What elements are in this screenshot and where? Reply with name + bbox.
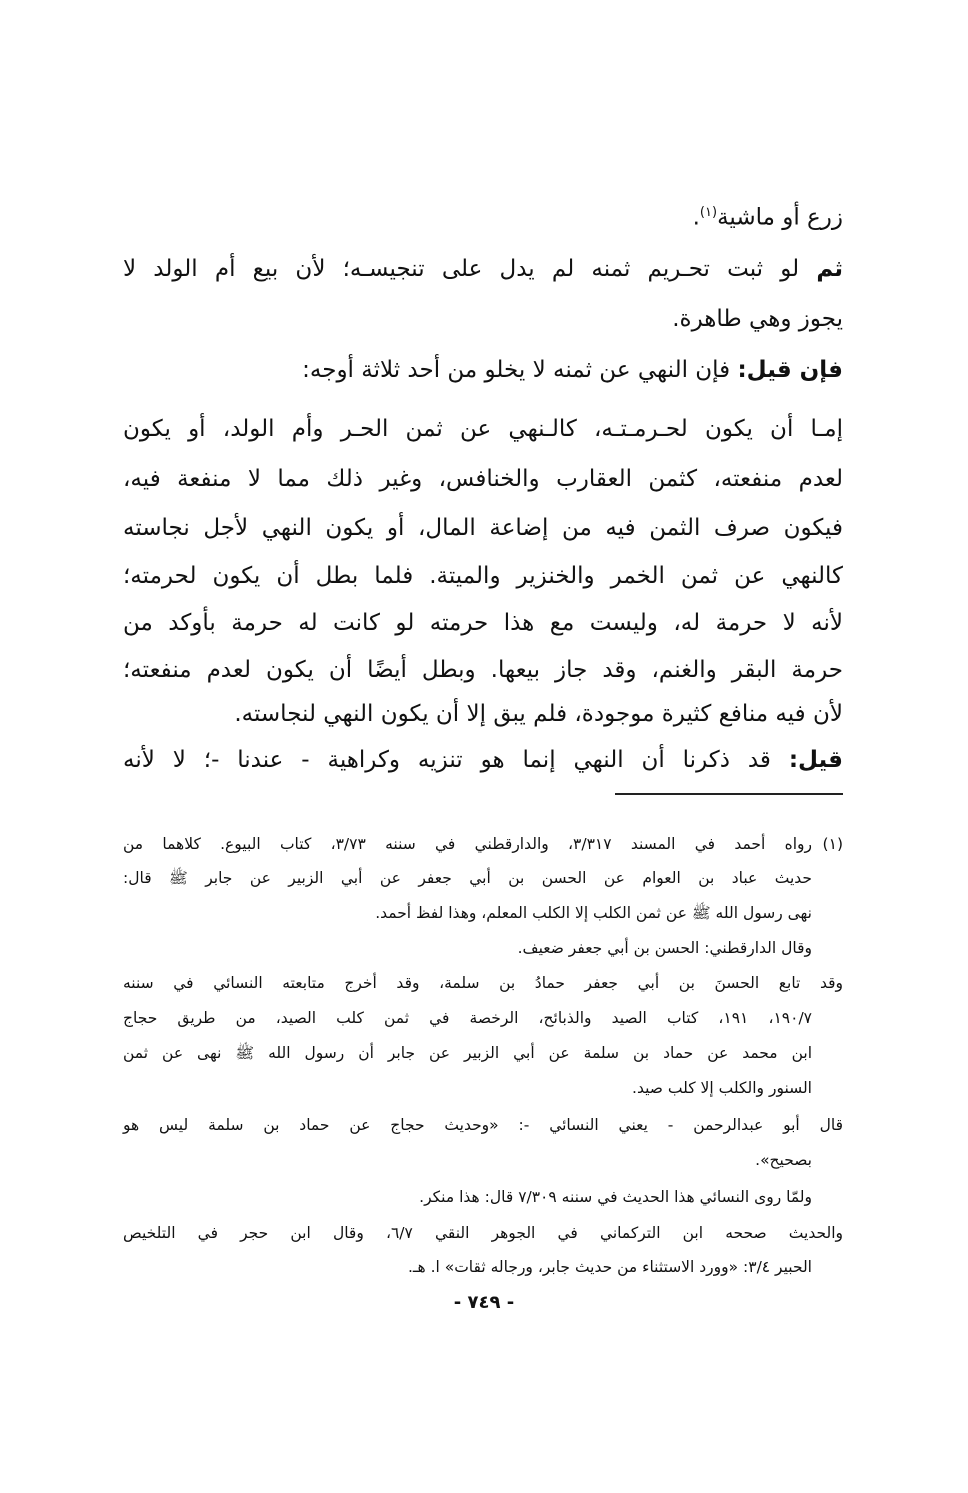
footnote-line-1: رواه أحمد في المسند ٣/٣١٧، والدارقطني في سننه ٣/٧٣، كتاب البيوع. كلاهما من [123, 835, 812, 853]
paragraph-2-line-2: يجوز وهي طاهرة. [672, 306, 843, 332]
paragraph-4-line-2: لعدم منفعته، كثمن العقارب والخنافس، وغير ذلك مما لا منفعة فيه، [123, 466, 843, 492]
paragraph-2-text: لو ثبت تحـريم ثمنه لم يدل على تنجيسـه؛ لأن بيع أم الولد لا [123, 256, 817, 282]
paragraph-4-line-6: حرمة البقر والغنم، وقد جاز بيعها. وبطل أيضًا أن يكون لعدم منفعته؛ [123, 657, 843, 683]
footnote-line-11: ولمّا روى النسائي هذا الحديث في سننه ٧/٣٠٩ قال: هذا منكر. [419, 1188, 812, 1206]
paragraph-3-text: فإن النهي عن ثمنه لا يخلو من أحد ثلاثة أوجه: [302, 357, 738, 383]
paragraph-4-line-5: لأنه لا حرمة له، وليست مع هذا حرمته لو كانت له حرمة بأوكد من [123, 610, 843, 636]
footnote-reference: (١) [699, 205, 718, 220]
footnote-line-2: حديث عباد بن العوام عن الحسن بن أبي جعفر عن أبي الزبير عن جابر ﷺ قال: [123, 869, 812, 887]
footnote-line-7: ابن محمد عن حماد بن سلمة عن أبي الزبير عن جابر أن رسول الله ﷺ نهى عن ثمن [123, 1044, 812, 1062]
paragraph-4-line-1: إمـا أن يكون لحـرمـتـه، كالـنهي عن ثمن الحـر وأم الولد، أو يكون [123, 416, 843, 442]
footnote-line-4: وقال الدارقطني: الحسن بن أبي جعفر ضعيف. [517, 939, 812, 957]
footnote-line-5: وقد تابع الحسنَ بن أبي جعفر حمادُ بن سلمة، وقد أخرج متابعته النسائي في سننه [123, 974, 843, 992]
paragraph-5-text: قد ذكرنا أن النهي إنما هو تنزيه وكراهية - عندنا -؛ لا لأنه [123, 747, 789, 773]
paragraph-4-line-7: لأن فيه منافع كثيرة موجودة، فلم يبق إلا أن يكون النهي لنجاسته. [234, 701, 843, 727]
page-number: - ٧٤٩ - [453, 1292, 515, 1313]
main-line-1-text: زرع أو ماشية [717, 204, 843, 231]
paragraph-2-lead: ثم [816, 256, 843, 282]
paragraph-4-line-4: كالنهي عن ثمن الخمر والخنزير والميتة. فلما بطل أن يكون لحرمته؛ [123, 563, 843, 589]
paragraph-5-line-1 [123, 735, 843, 785]
paragraph-2-line-1 [123, 244, 843, 294]
paragraph-5-lead: قيل: [788, 747, 843, 773]
footnote-line-3: نهى رسول الله ﷺ عن ثمن الكلب إلا الكلب المعلم، وهذا لفظ أحمد. [375, 904, 812, 922]
paragraph-3-lead: فإن قيل: [737, 357, 843, 383]
footnote-separator [615, 793, 843, 795]
footnote-line-6: ١٩٠/٧، ١٩١، كتاب الصيد والذبائح، الرخصة في ثمن كلب الصيد، من طريق حجاج [123, 1009, 812, 1027]
footnote-line-10: بصحيح». [755, 1151, 812, 1169]
footnote-line-13: الحبير ٣/٤: «وورد الاستثناء من حديث جابر، ورجاله ثقات» ا. هـ. [408, 1258, 812, 1276]
main-line-1 [123, 188, 843, 243]
paragraph-3-line-1 [123, 345, 843, 395]
footnote-line-12: والحديث صححه ابن التركماني في الجوهر النقي ٦/٧، وقال ابن حجر في التلخيص [123, 1224, 843, 1242]
paragraph-4-line-3: فيكون صرف الثمن فيه من إضاعة المال، أو يكون النهي لأجل نجاسته [123, 515, 843, 541]
footnote-line-9: قال أبو عبدالرحمن - يعني النسائي -: «وحديث حجاج عن حماد بن سلمة ليس هو [123, 1116, 843, 1134]
footnote-line-8: السنور والكلب إلا كلب صيد. [632, 1079, 812, 1097]
footnote-number: (١) [822, 835, 843, 853]
main-line-1-end: . [692, 204, 700, 231]
